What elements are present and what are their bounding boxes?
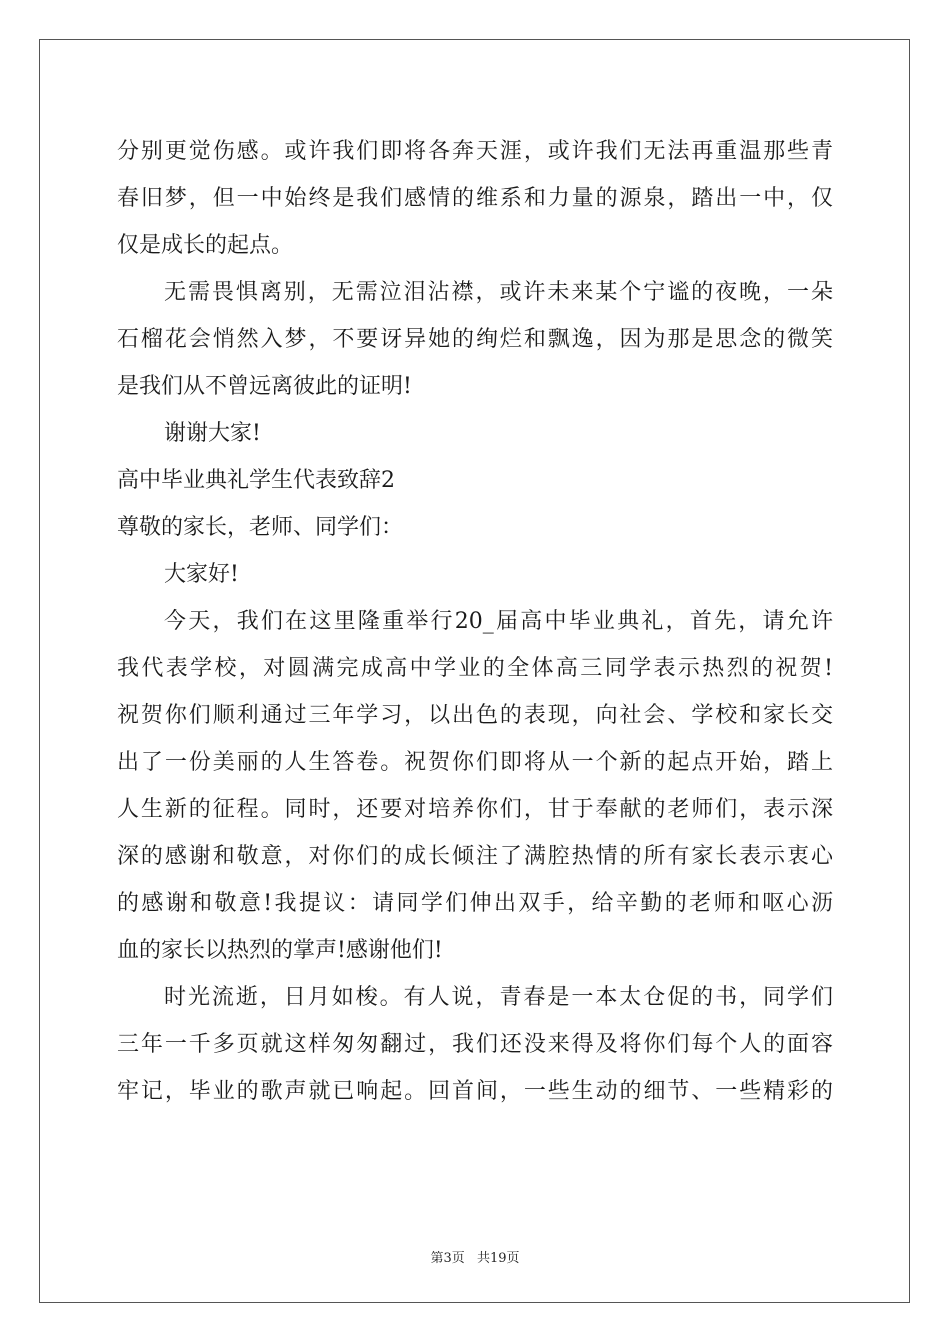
text-line: 大家好! xyxy=(164,562,239,587)
page-total: 共19页 xyxy=(476,1251,520,1266)
text-line: 谢谢大家! xyxy=(164,421,261,446)
text-line: 高中毕业典礼学生代表致辞2 xyxy=(117,468,395,493)
text-line: 石榴花会悄然入梦，不要讶异她的绚烂和飘逸，因为那是思念的微笑 xyxy=(117,327,833,352)
text-line: 的感谢和敬意!我提议：请同学们伸出双手，给辛勤的老师和呕心沥 xyxy=(117,891,833,916)
text-line: 是我们从不曾远离彼此的证明! xyxy=(117,374,412,399)
text-line: 牢记，毕业的歌声就已响起。回首间，一些生动的细节、一些精彩的 xyxy=(117,1079,833,1104)
text-line: 仅是成长的起点。 xyxy=(117,233,294,258)
text-line: 尊敬的家长，老师、同学们： xyxy=(117,515,404,540)
text-line: 三年一千多页就这样匆匆翻过，我们还没来得及将你们每个人的面容 xyxy=(117,1032,833,1057)
text-line: 时光流逝，日月如梭。有人说，青春是一本太仓促的书，同学们 xyxy=(164,985,833,1010)
text-line: 分别更觉伤感。或许我们即将各奔天涯，或许我们无法再重温那些青 xyxy=(117,139,833,164)
text-line: 人生新的征程。同时，还要对培养你们，甘于奉献的老师们，表示深 xyxy=(117,797,833,822)
page-footer xyxy=(0,1247,950,1266)
text-line: 祝贺你们顺利通过三年学习，以出色的表现，向社会、学校和家长交 xyxy=(117,703,833,728)
text-line: 出了一份美丽的人生答卷。祝贺你们即将从一个新的起点开始，踏上 xyxy=(117,750,833,775)
text-line: 血的家长以热烈的掌声!感谢他们! xyxy=(117,938,443,963)
text-line: 今天，我们在这里隆重举行20_届高中毕业典礼，首先，请允许 xyxy=(164,609,833,634)
page-number: 第3页 xyxy=(430,1251,465,1266)
text-line: 春旧梦，但一中始终是我们感情的维系和力量的源泉，踏出一中，仅 xyxy=(117,186,833,211)
document-body xyxy=(117,128,833,1115)
text-line: 无需畏惧离别，无需泣泪沾襟，或许未来某个宁谧的夜晚，一朵 xyxy=(164,280,833,305)
text-line: 我代表学校，对圆满完成高中学业的全体高三同学表示热烈的祝贺! xyxy=(117,656,833,681)
text-line: 深的感谢和敬意，对你们的成长倾注了满腔热情的所有家长表示衷心 xyxy=(117,844,833,869)
